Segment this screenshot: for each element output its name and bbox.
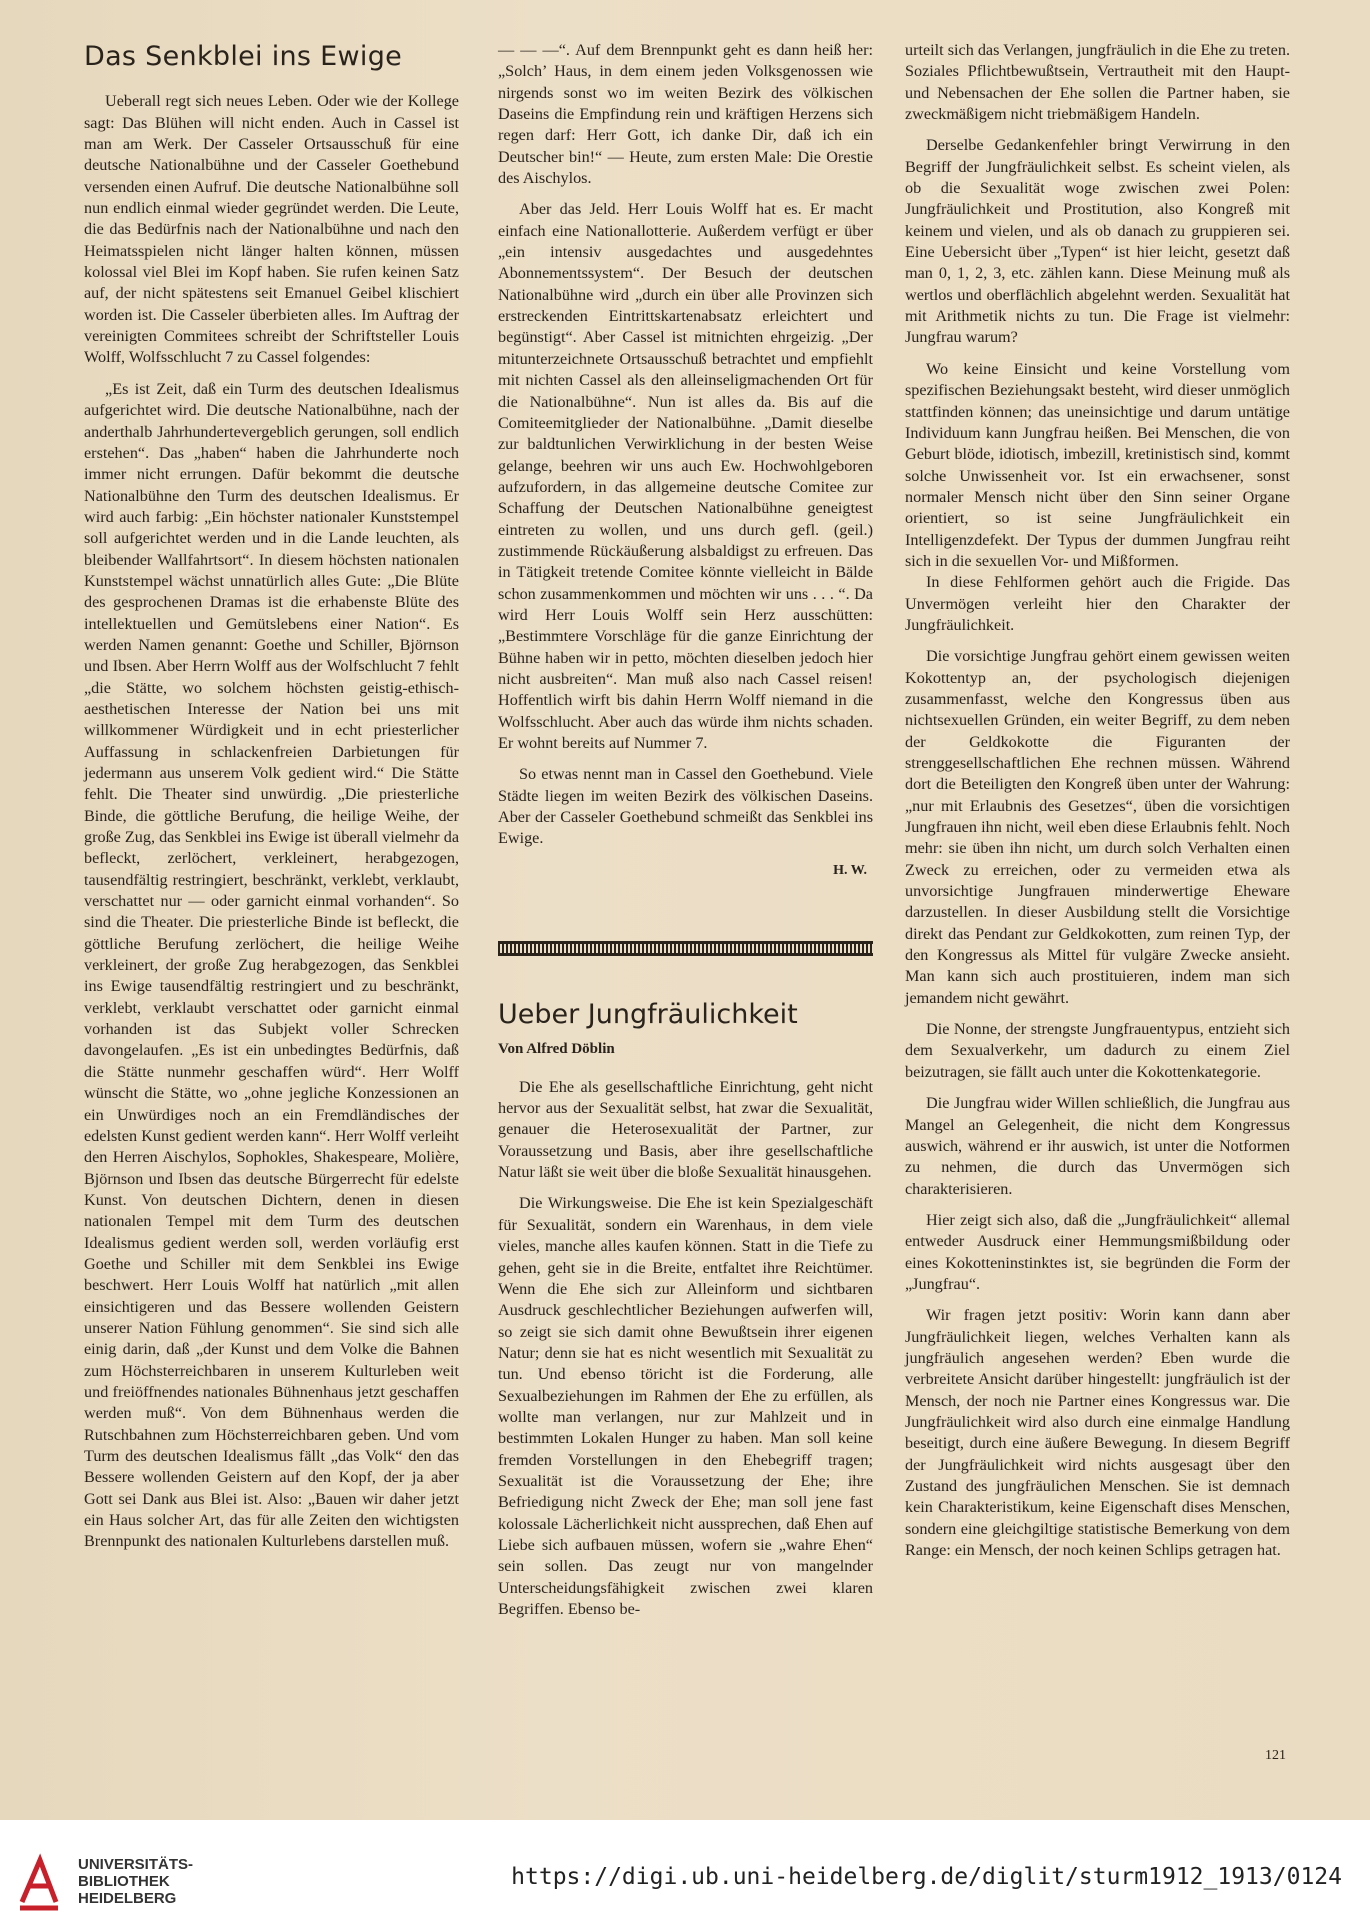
paragraph: Die Ehe als gesellschaftliche Einrichtung, geht nicht hervor aus der Sexualität selbst, hat zwar die Sexualität, genauer die Heterosexualität der Partner, zur Voraussetzung und Basis, aber ihre gesellschaftliche Natur läßt sie weit über die bloße Sexualität hinausgehen. xyxy=(498,1077,873,1182)
institution-line: HEIDELBERG xyxy=(78,1890,177,1907)
paragraph: Die Nonne, der strengste Jungfrauentypus, entzieht sich dem Sexualverkehr, um dadurch zu einem Ziel beizutragen, sie fällt auch unter die Kokottenkategorie. xyxy=(905,1020,1290,1081)
article-title-senkblei: Das Senkblei ins Ewige xyxy=(84,41,403,72)
article-title-jungfraeulichkeit: Ueber Jungfräulichkeit xyxy=(498,999,798,1031)
paragraph: „Es ist Zeit, daß ein Turm des deutschen Idealismus aufgerichtet wird. Die deutsche Nationalbühne, nach der anderthalb Jahrhundertevergeblich gerungen, soll endlich erstehen“. Das „haben“ haben die Jahrhunderte noch immer nicht errungen. Dafür bekommt die deutsche Nationalbühne den Turm des deutschen Idealismus. Er wird auch farbig: „Ein höchster nationaler Kunststempel soll aufgerichtet werden und in die Lande leuchten, als bleibender Wallfahrtsort“. In diesem höchsten nationalen Kunststempel wächst unnatürlich alles Gute: „Die Blüte des gesprochenen Dramas ist die erhabenste Blüte des intellektuellen und Gemütslebens einer Nation“. Es werden Namen genannt: Goethe und Schiller, Björnson und Ibsen. Aber Herrn Wolff aus der Wolfschlucht 7 fehlt „die Stätte, wo solchem höchsten geistig-ethisch-aesthetischen Interesse der Nation bei uns mit willkommener Würdigkeit und in echt priesterlicher Auffassung in schlackenfreien Darbietungen für jedermann aus unserem Volk gedient wird.“ Die Stätte fehlt. Die Theater sind unwürdig. „Die priesterliche Binde, die göttliche Berufung, die heilige Weihe, der große Zug, das Senkblei ins Ewige ist überall vielmehr da befleckt, zerlöchert, verkleinert, herabgezogen, tausendfältig restringiert, beschränkt, verklebt, verklaubt, verschattet nur — oder garnicht einmal vorhanden“. So sind die Theater. Die priesterliche Binde ist befleckt, die göttliche Berufung zerlöchert, die heilige Weihe verkleinert, der große Zug herabgezogen, das Senkblei ins Ewige tausendfältig restringiert und zu beschränkt, verklebt, verklaubt verschattet oder garnicht einmal vorhanden ist das Subjekt voller Schrecken davongelaufen. „Es ist ein unbedingtes Bedürfnis, daß die Stätte nunmehr geschaffen würd“. Herr Wolff wünscht die Stätte, wo „ohne jegliche Konzessionen an ein Unwürdiges noch an ein Fremdländisches der edelsten Kunst gedient werden kann“. Herr Wolff verleiht den Herren Aischylos, Sophokles, Shakespeare, Molière, Björnson und Ibsen das deutsche Bürgerrecht für edelste Kunst. Von deutschen Dichtern, denen in diesen nationalen Tempel mit dem Turm des deutschen Idealismus gedient werden soll, werden vorläufig erst Goethe und Schiller mit dem Senkblei ins Ewige beschwert. Herr Louis Wolff hat natürlich „mit allen einsichtigeren und das Bessere wollenden Geistern unserer Nation Fühlung genommen“. Sie sind sich alle einig darin, daß „der Kunst und dem Volke die Bahnen zum Höchsterreichbaren in unserem Kulturleben weit und freiöffnendes nationales Bühnenhaus jetzt geschaffen werden muß“. Von dem Bühnenhaus werden die Rutschbahnen zum Höchsterreichbaren geben. Und vom Turm des deutschen Idealismus fällt „das Volk“ den das Bessere wollenden Geistern auf den Kopf, der ja aber Gott sei Dank aus Blei ist. Also: „Bauen wir daher jetzt ein Haus solcher Art, das für alle Zeiten den wichtigsten Brennpunkt des nationalen Kulturlebens darstellen muß. xyxy=(84,379,459,1551)
paragraph: Ueberall regt sich neues Leben. Oder wie der Kollege sagt: Das Blühen will nicht enden. Auch in Cassel ist man am Werk. Der Casseler Ortsausschuß für eine deutsche Nationalbühne und der Casseler Goethebund versenden einen Aufruf. Die deutsche Nationalbühne soll nun endlich einmal wieder gegründet werden. Die Leute, die das Bedürfnis nach der Nationalbühne und nach den Heimatsspielen nicht länger halten können, müssen kolossal viel Blei im Kopf haben. Sie rufen keinen Satz auf, der nicht spätestens seit Emanuel Geibel klischiert worden ist. Die Casseler überbieten alles. Im Auftrag der vereinigten Commitees schreibt der Schriftsteller Louis Wolff, Wolfsschlucht 7 zu Cassel folgendes: xyxy=(84,92,459,367)
section-divider xyxy=(498,941,873,956)
paragraph: Die Wirkungsweise. Die Ehe ist kein Spezialgeschäft für Sexualität, sondern ein Warenhaus, in dem viele vieles, manche alles kaufen können. Statt in die Tiefe zu gehen, geht sie in die Breite, entfaltet ihre Reichtümer. Wenn die Ehe sich zur Alleinform und sichtbaren Ausdruck geschlechtlicher Beziehungen aufwerfen will, so zeigt sie sich damit ohne Bewußtsein ihrer eigenen Natur; denn sie hat es nicht wesentlich mit Sexualität zu tun. Und ebenso töricht ist die Forderung, alle Sexualbeziehungen im Rahmen der Ehe zu erfüllen, als wollte man verlangen, nur zur Mahlzeit und in bestimmten Lokalen Hunger zu haben. Man soll keine fremden Vorstellungen in den Ehebegriff tragen; Sexualität ist die Voraussetzung der Ehe; ihre Befriedigung nicht Zweck der Ehe; man soll jene fast kolossale Lächerlichkeit nicht aussprechen, daß Ehen auf Liebe sich aufbauen müssen, wofern sie „wahre Ehen“ sein sollen. Das zeugt nur von mangelnder Unterscheidungsfähigkeit zwischen zwei klaren Begriffen. Ebenso be- xyxy=(498,1194,873,1618)
paragraph: urteilt sich das Verlangen, jungfräulich in die Ehe zu treten. Soziales Pflichtbewußtsein, Vertrautheit mit den Haupt- und Nebensachen der Ehe sollen die Partner haben, sie zweckmäßigem nicht triebmäßigem Handeln. xyxy=(905,41,1290,124)
column-2 xyxy=(498,40,873,1620)
column-1 xyxy=(84,40,459,1553)
paragraph: Die Jungfrau wider Willen schließlich, die Jungfrau aus Mangel an Gelegenheit, die nicht dem Kongressus auswich, während er ihr auswich, ist unter die Notformen zu nehmen, die durch das Unvermögen sich charakterisieren. xyxy=(905,1094,1290,1198)
paragraph: So etwas nennt man in Cassel den Goethebund. Viele Städte liegen im weiten Bezirk des völkischen Daseins. Aber der Casseler Goethebund schmeißt das Senkblei ins Ewige. xyxy=(498,765,873,848)
paragraph: — — —“. Auf dem Brennpunkt geht es dann heiß her: „Solch’ Haus, in dem einem jeden Volksgenossen wie nirgends sonst wo im weiten Bezirk des völkischen Daseins die Empfindung rein und kräftigen Herzens sich regen darf: Herr Gott, ich danke Dir, daß ich ein Deutscher bin!“ — Heute, zum ersten Male: Die Orestie des Aischylos. xyxy=(498,41,873,188)
institution-line: BIBLIOTHEK xyxy=(78,1873,170,1890)
paragraph: Hier zeigt sich also, daß die „Jungfräulichkeit“ allemal entweder Ausdruck einer Hemmungsmißbildung oder eines Kokotteninstinktes ist, sie begründen die Form der „Jungfrau“. xyxy=(905,1210,1290,1293)
byline: Von Alfred Döblin xyxy=(498,1041,615,1058)
source-url[interactable]: https://digi.ub.uni-heidelberg.de/diglit/sturm1912_1913/0124 xyxy=(511,1864,1342,1890)
page-number: 121 xyxy=(1265,1748,1286,1763)
column-3 xyxy=(905,40,1290,1561)
paragraph: Die vorsichtige Jungfrau gehört einem gewissen weiten Kokottentyp an, der psychologisch diejenigen zusammenfasst, welche den Kongressus üben aus nichtsexuellen Gründen, ein weiter Begriff, zu dem neben der Geldkokotte die Figuranten der strenggesellschaftlichen Ehe rechnen müssen. Während dort die Beteiligten den Kongreß üben unter der Wahrung: „nur mit Erlaubnis des Gesetzes“, üben die vorsichtigen Jungfrauen ihn nicht, weil eben diese Erlaubnis fehlt. Noch mehr: sie üben ihn nicht, um durch solch Verhalten einen Zweck zu erreichen, oder zu vermeiden etwa als unvorsichtige Jungfrauen minderwertige Eheware darzustellen. In dieser Ausbildung stellt die Vorsichtige direkt das Pendant zur Geldkokotten, zum reinen Typ, der den Kongressus als Mittel für vulgäre Zwecke ansieht. Man kann sich auch prostituieren, indem man sich jemandem nicht gewährt. xyxy=(905,647,1290,1007)
author-signature: H. W. xyxy=(833,862,867,878)
university-logo-icon xyxy=(16,1852,62,1912)
paragraph: Wo keine Einsicht und keine Vorstellung vom spezifischen Beziehungsakt besteht, wird dieser unmöglich stattfinden können; das uneinsichtige und darum untätige Individuum kann Jungfrau heißen. Bei Menschen, die von Geburt blöde, idiotisch, imbezill, kretinistisch sind, kommt solche Unwissenheit vor. Ist ein erwachsener, sonst normaler Mensch nicht über den Sinn seiner Organe orientiert, so ist seine Jungfräulichkeit ein Intelligenzdefekt. Der Typus der dummen Jungfrau reiht sich in die sexuellen Vor- und Mißformen. xyxy=(905,359,1290,570)
institution-name xyxy=(78,1856,193,1907)
paragraph: Derselbe Gedankenfehler bringt Verwirrung in den Begriff der Jungfräulichkeit selbst. Es scheint vielen, als ob die Sexualität woge zwischen zwei Polen: Jungfräulichkeit und Prostitution, also Kongreß mit keinem und vielen, und als ob danach zu gruppieren sei. Eine Uebersicht über „Typen“ ist hier leicht, gesetzt daß man 0, 1, 2, 3, etc. zählen kann. Diese Meinung muß als wertlos und oberflächlich abgelehnt werden. Sexualität hat mit Arithmetik nichts zu tun. Die Frage ist vielmehr: Jungfrau warum? xyxy=(905,136,1290,347)
paragraph: Wir fragen jetzt positiv: Worin kann dann aber Jungfräulichkeit liegen, welches Verhalten kann als jungfräulich angesehen werden? Eben wurde die verbreitete Ansicht darüber hingestellt: jungfräulich ist der Mensch, der noch nie Partner eines Kongressus war. Die Jungfräulichkeit wird also durch eine einmalge Handlung beseitigt, durch eine äußere Bewegung. In diesem Begriff der Jungfräulichkeit wird nichts ausgesagt über den Zustand des jungfräulichen Menschen. Sie ist demnach kein Charakteristikum, keine Eigenschaft dises Menschen, sondern eine gleichgiltige statistische Bemerkung von dem Range: ein Mensch, der noch keinen Schlips getragen hat. xyxy=(905,1306,1290,1560)
institution-line: UNIVERSITÄTS- xyxy=(78,1856,194,1873)
paragraph: Aber das Jeld. Herr Louis Wolff hat es. Er macht einfach eine Nationallotterie. Außerdem verfügt er über „ein intensiv ausgedachtes und ausgedehntes Abonnementssystem“. Der Besuch der deutschen Nationalbühne wird „durch ein über alle Provinzen sich erstreckenden Eintrittskartenabsatz erleichtert und begünstigt“. Aber Cassel ist mitnichten ehrgeizig. „Der mitunterzeichnete Ortsausschuß betrachtet und empfiehlt mit nichten Cassel als den alleinseligmachenden Ort für die Nationalbühne“. Nun ist alles da. Bis auf die Comiteemitglieder der Nationalbühne. „Damit dieselbe zur baldtunlichen Verwirklichung in der besten Weise gelange, beehren wir uns auch Ew. Hochwohlgeboren aufzufordern, in das allgemeine deutsche Comitee zur Schaffung der Deutschen Nationalbühne geneigtest eintreten zu wollen, und uns durch gefl. (geil.) zustimmende Rückäußerung alsbaldigst zu erfreuen. Das in Tätigkeit tretende Comitee könnte vielleicht in Bälde schon zusammenkommen und möchten wir uns . . . “. Da wird Herr Louis Wolff sein Herz ausschütten: „Bestimmtere Vorschläge für die ganze Einrichtung der Bühne haben wir in petto, möchten dieselben jedoch hier nicht ausbreiten“. Man muß also nach Cassel reisen! Hoffentlich wirft bis dahin Herrn Wolff niemand in die Wolfsschlucht. Aber auch das würde ihm nichts schaden. Er wohnt bereits auf Nummer 7. xyxy=(498,200,873,752)
footer-bar xyxy=(0,1820,1370,1931)
paragraph: In diese Fehlformen gehört auch die Frigide. Das Unvermögen verleiht hier den Charakter der Jungfräulichkeit. xyxy=(905,573,1290,634)
